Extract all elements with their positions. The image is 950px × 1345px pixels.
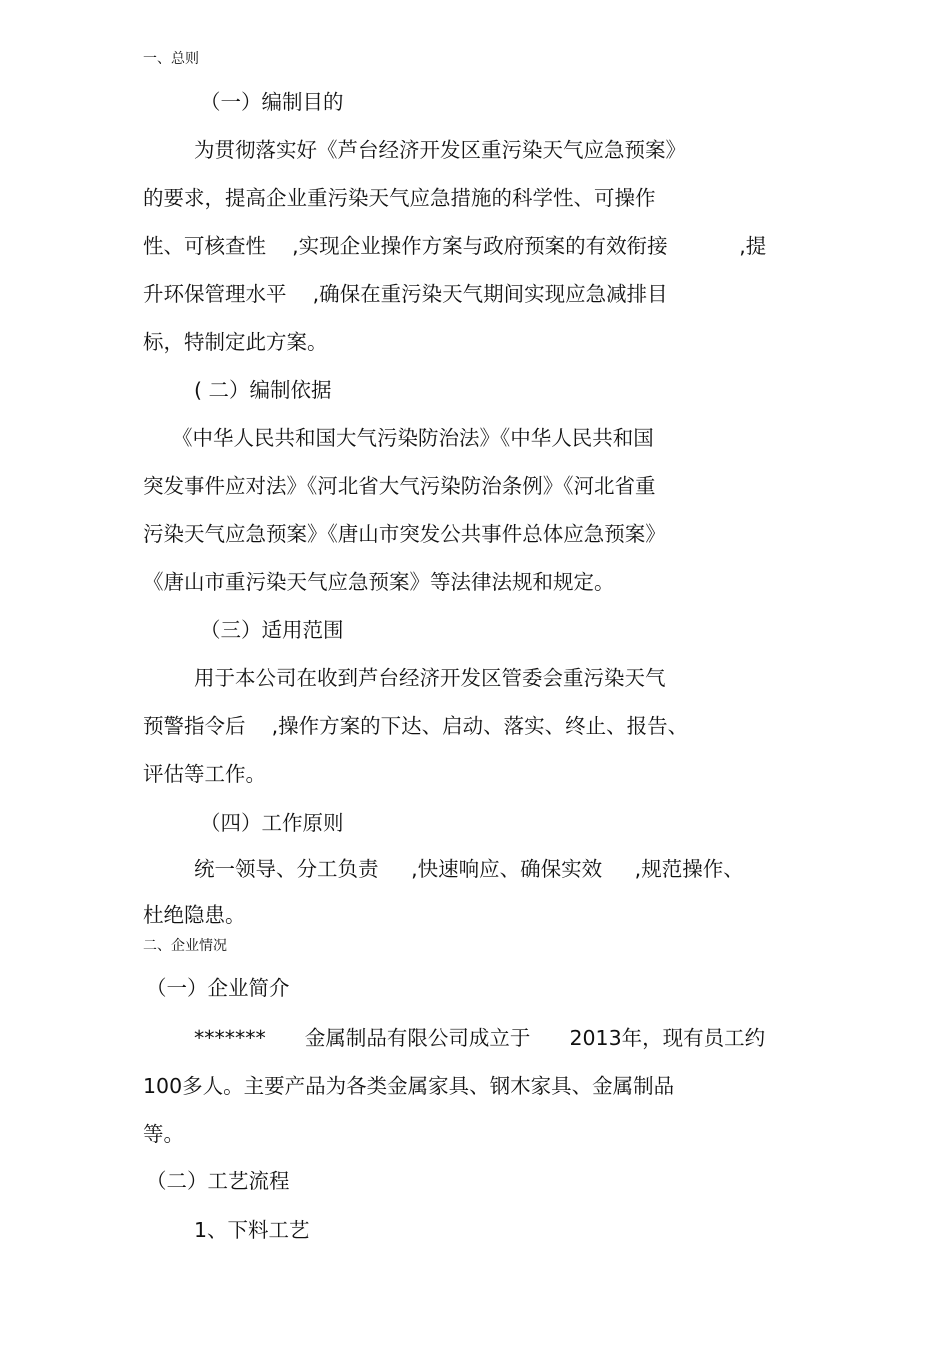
list-item: 1、下料工艺: [194, 1218, 310, 1242]
subheading-purpose: （一）编制目的: [200, 90, 344, 114]
section-heading-enterprise: 二、企业情况: [143, 938, 227, 954]
paragraph-line: 等。: [143, 1122, 184, 1146]
subheading-principles: （四）工作原则: [200, 811, 344, 835]
paragraph-line: 100多人。主要产品为各类金属家具、钢木家具、金属制品: [143, 1074, 675, 1098]
paragraph-line: 突发事件应对法》《河北省大气污染防治条例》《河北省重: [143, 474, 656, 498]
paragraph-line: 污染天气应急预案》《唐山市突发公共事件总体应急预案》: [143, 522, 666, 546]
section-heading-general: 一、总则: [143, 51, 199, 67]
paragraph-line: ******* 金属制品有限公司成立于 2013年，现有员工约: [194, 1026, 766, 1050]
paragraph-line: 标，特制定此方案。: [143, 330, 328, 354]
subheading-scope: （三）适用范围: [200, 618, 344, 642]
subheading-basis: ( 二）编制依据: [194, 378, 332, 402]
paragraph-line: 杜绝隐患。: [143, 903, 246, 927]
paragraph-line: 《唐山市重污染天气应急预案》等法律法规和规定。: [143, 570, 615, 594]
paragraph-line: 预警指令后 ,操作方案的下达、启动、落实、终止、报告、: [143, 714, 689, 738]
subheading-process: （二）工艺流程: [146, 1169, 290, 1193]
subheading-profile: （一）企业简介: [146, 976, 290, 1000]
paragraph-line: 性、可核查性 ,实现企业操作方案与政府预案的有效衔接 ,提: [143, 234, 767, 258]
paragraph-line: 为贯彻落实好《芦台经济开发区重污染天气应急预案》: [194, 138, 686, 162]
paragraph-line: 升环保管理水平 ,确保在重污染天气期间实现应急减排目: [143, 282, 668, 306]
paragraph-line: 用于本公司在收到芦台经济开发区管委会重污染天气: [194, 666, 666, 690]
paragraph-line: 统一领导、分工负责 ,快速响应、确保实效 ,规范操作、: [194, 857, 744, 881]
paragraph-line: 评估等工作。: [143, 762, 266, 786]
paragraph-line: 的要求，提高企业重污染天气应急措施的科学性、可操作: [143, 186, 656, 210]
paragraph-line: 《中华人民共和国大气污染防治法》《中华人民共和国: [172, 426, 654, 450]
